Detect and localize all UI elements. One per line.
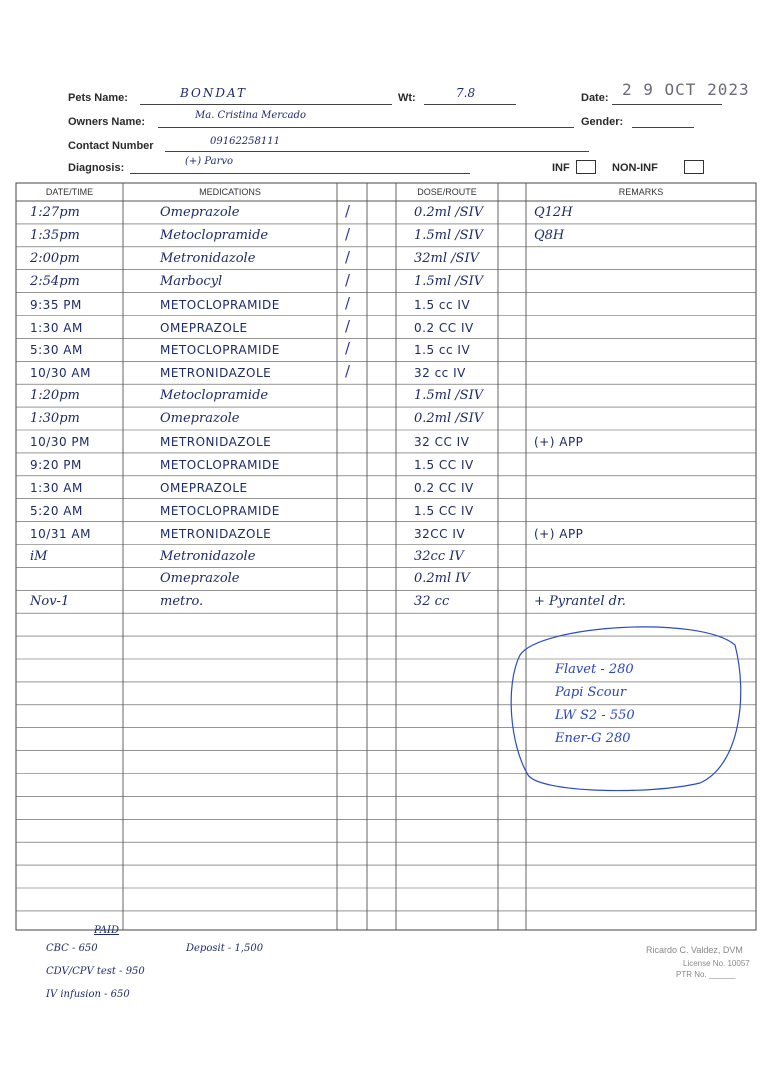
infusion-note: IV infusion - 650 [46, 989, 130, 1000]
inf-label: INF [552, 162, 570, 174]
contact-value: 09162258111 [210, 136, 280, 147]
cbc-note: CBC - 650 [46, 943, 98, 954]
pets-name-label: Pets Name: [68, 92, 128, 104]
row-time: 1:35pm [30, 227, 80, 243]
row-medication: METRONIDAZOLE [160, 435, 272, 449]
row-time: 10/31 AM [30, 526, 91, 541]
col-header-remarks: REMARKS [618, 187, 664, 197]
row-medication: METOCLOPRAMIDE [160, 457, 280, 472]
row-time: 5:20 AM [30, 503, 83, 518]
row-time: 1:30 AM [30, 320, 83, 335]
row-medication: METOCLOPRAMIDE [160, 503, 280, 518]
row-dose: 1.5 CC IV [414, 457, 474, 472]
row-time: 5:30 AM [30, 343, 83, 358]
row-remark: + Pyrantel dr. [534, 594, 626, 610]
deposit-note: Deposit - 1,500 [186, 943, 264, 954]
row-dose: 32ml /SIV [414, 250, 479, 266]
row-checkmark: / [345, 316, 351, 335]
row-checkmark: / [345, 339, 351, 358]
cpv-note: CDV/CPV test - 950 [46, 966, 145, 977]
noninf-label: NON-INF [612, 162, 658, 174]
row-time: 2:00pm [30, 250, 80, 266]
row-time: 1:30 AM [30, 480, 83, 495]
row-medication: Metoclopramide [160, 227, 269, 243]
row-medication: Metoclopramide [160, 388, 269, 404]
row-medication: Omeprazole [160, 205, 240, 220]
row-dose: 1.5ml /SIV [414, 227, 484, 243]
signature-name: Ricardo C. Valdez, DVM [646, 945, 743, 955]
signature-license: License No. 10057 [683, 959, 750, 968]
row-checkmark: / [345, 293, 351, 312]
row-time: Nov-1 [30, 594, 70, 610]
row-time: 9:35 PM [30, 297, 82, 312]
row-medication: Metronidazole [160, 250, 256, 266]
row-dose: 32cc IV [414, 548, 464, 564]
row-remark: (+) APP [534, 526, 584, 541]
diagnosis-value: (+) Parvo [185, 156, 234, 167]
row-medication: METRONIDAZOLE [160, 366, 272, 381]
date-stamp: 2 9 OCT 2023 [622, 80, 750, 99]
diagnosis-label: Diagnosis: [68, 162, 125, 174]
price-note: Ener-G 280 [555, 731, 631, 746]
paid-note: PAID [94, 925, 119, 936]
wt-value: 7.8 [456, 86, 476, 100]
col-header-medications: MEDICATIONS [199, 187, 261, 197]
row-remark: Q8H [534, 227, 565, 243]
row-time: 10/30 PM [30, 435, 90, 449]
row-dose: 32 cc IV [414, 366, 466, 381]
row-checkmark: / [345, 202, 351, 220]
row-remark: Q12H [534, 205, 573, 220]
row-time: 1:30pm [30, 411, 80, 427]
col-header-dose: DOSE/ROUTE [417, 187, 477, 197]
owners-name-value: Ma. Cristina Mercado [195, 110, 307, 121]
row-time: 1:27pm [30, 205, 80, 220]
row-dose: 1.5 cc IV [414, 297, 471, 312]
row-medication: Omeprazole [160, 411, 240, 427]
row-dose: 32 CC IV [414, 435, 470, 449]
row-medication: OMEPRAZOLE [160, 320, 248, 335]
remarks-circle [500, 615, 750, 795]
row-time: 1:20pm [30, 388, 80, 404]
row-medication: Metronidazole [160, 548, 256, 564]
row-dose: 1.5 CC IV [414, 503, 474, 518]
row-medication: Omeprazole [160, 571, 240, 587]
row-time: iM [30, 548, 48, 564]
row-checkmark: / [345, 270, 351, 289]
row-dose: 1.5ml /SIV [414, 273, 484, 289]
price-note: Papi Scour [555, 685, 627, 700]
row-dose: 0.2ml /SIV [414, 411, 484, 427]
row-checkmark: / [345, 224, 351, 243]
row-dose: 1.5 cc IV [414, 343, 471, 358]
row-medication: METOCLOPRAMIDE [160, 343, 280, 358]
row-medication: metro. [160, 594, 204, 610]
row-dose: 32CC IV [414, 526, 466, 541]
price-note: Flavet - 280 [555, 662, 634, 677]
gender-label: Gender: [581, 116, 624, 128]
col-header-datetime: DATE/TIME [45, 187, 94, 197]
row-medication: METOCLOPRAMIDE [160, 297, 280, 312]
row-checkmark: / [345, 247, 351, 266]
row-time: 10/30 AM [30, 366, 91, 381]
date-label: Date: [581, 92, 609, 104]
owners-name-label: Owners Name: [68, 116, 146, 128]
row-dose: 0.2ml /SIV [414, 205, 484, 220]
row-dose: 1.5ml /SIV [414, 388, 484, 404]
row-medication: Marbocyl [160, 273, 223, 289]
row-medication: OMEPRAZOLE [160, 480, 248, 495]
wt-label: Wt: [398, 92, 416, 104]
row-time: 2:54pm [30, 273, 80, 289]
row-dose: 0.2 CC IV [414, 480, 474, 495]
contact-label: Contact Number [68, 140, 154, 152]
row-medication: METRONIDAZOLE [160, 526, 272, 541]
pets-name-value: BONDAT [180, 86, 248, 100]
signature-ptr: PTR No. ______ [676, 970, 736, 979]
row-time: 9:20 PM [30, 457, 82, 472]
price-note: LW S2 - 550 [555, 708, 635, 723]
row-dose: 32 cc [414, 594, 450, 610]
row-checkmark: / [345, 362, 351, 381]
row-dose: 0.2 CC IV [414, 320, 474, 335]
row-dose: 0.2ml IV [414, 571, 470, 587]
row-remark: (+) APP [534, 435, 584, 449]
